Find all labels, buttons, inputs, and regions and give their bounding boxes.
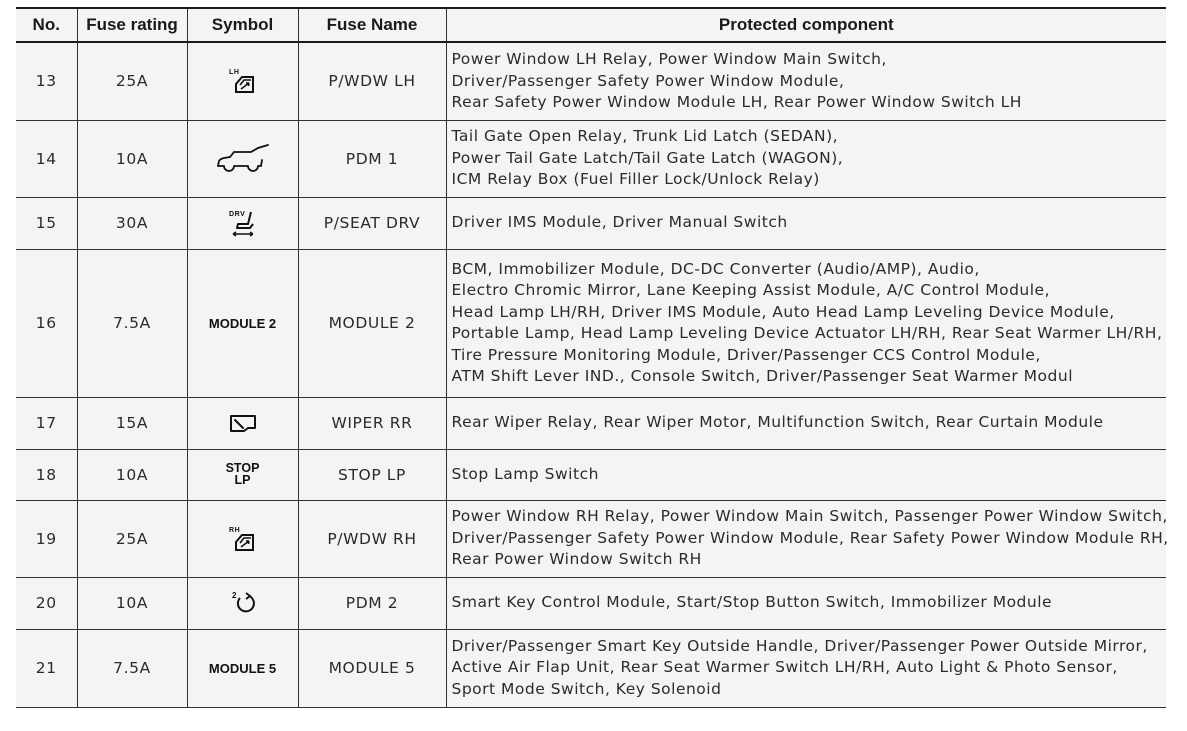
- table-row: [16, 577, 1166, 629]
- component-line: Power Tail Gate Latch/Tail Gate Latch (WAGON),: [451, 148, 844, 167]
- symbol-line: LP: [234, 472, 251, 487]
- component-line: Driver IMS Module, Driver Manual Switch: [451, 213, 788, 232]
- fuse-name: MODULE 5: [298, 629, 446, 707]
- component-line: ATM Shift Lever IND., Console Switch, Driver/Passenger Seat Warmer Modul: [451, 367, 1073, 385]
- header-row: [16, 8, 1166, 42]
- table-row: [16, 197, 1166, 249]
- component-line: Sport Mode Switch, Key Solenoid: [451, 679, 722, 698]
- fuse-number: 17: [16, 397, 77, 449]
- header-fuse-name: Fuse Name: [298, 8, 446, 42]
- component-line: Tail Gate Open Relay, Trunk Lid Latch (SEDAN),: [451, 127, 839, 146]
- symbol-label: RH: [228, 526, 240, 534]
- header-fuse-rating: Fuse rating: [77, 8, 187, 42]
- fuse-name: PDM 2: [298, 577, 446, 629]
- header-symbol: Symbol: [187, 8, 298, 42]
- component-line: Rear Safety Power Window Module LH, Rear Power Window Switch LH: [451, 93, 1022, 111]
- fuse-number: 13: [16, 42, 77, 120]
- protected-component: [446, 500, 1169, 577]
- component-line: BCM, Immobilizer Module, DC-DC Converter (Audio/AMP), Audio,: [451, 259, 980, 278]
- module-2-symbol: MODULE 2: [208, 316, 277, 331]
- fuse-name: P/WDW LH: [298, 42, 446, 120]
- fuse-name: P/SEAT DRV: [298, 197, 446, 249]
- fuse-symbol: [187, 197, 298, 249]
- symbol-label: LH: [228, 69, 240, 77]
- table-row: [16, 120, 1166, 197]
- fuse-rating: 25A: [77, 500, 187, 577]
- protected-component: [446, 577, 1166, 629]
- fuse-symbol: [187, 249, 298, 397]
- component-line: Power Window LH Relay, Power Window Main Switch,: [451, 50, 887, 68]
- table-row: [16, 42, 1166, 120]
- fuse-symbol: [187, 449, 298, 500]
- header-protected-component: Protected component: [446, 8, 1166, 42]
- fuse-rating: 25A: [77, 42, 187, 120]
- component-line: Driver/Passenger Safety Power Window Module, Rear Safety Power Window Module RH,: [451, 528, 1169, 547]
- table-row: [16, 500, 1166, 577]
- component-line: Smart Key Control Module, Start/Stop Button Switch, Immobilizer Module: [451, 593, 1053, 612]
- header-no: No.: [16, 8, 77, 42]
- table-row: [16, 397, 1166, 449]
- fuse-name: P/WDW RH: [298, 500, 446, 577]
- fuse-table: [16, 7, 1169, 708]
- fuse-rating: 7.5A: [77, 629, 187, 707]
- symbol-label: 2: [231, 591, 237, 600]
- fuse-rating: 10A: [77, 120, 187, 197]
- fuse-symbol: [187, 629, 298, 707]
- stop-lamp-symbol: [226, 462, 260, 486]
- fuse-number: 19: [16, 500, 77, 577]
- component-line: Tire Pressure Monitoring Module, Driver/Passenger CCS Control Module,: [451, 345, 1041, 364]
- component-line: Active Air Flap Unit, Rear Seat Warmer Switch LH/RH, Auto Light & Photo Sensor,: [451, 658, 1118, 677]
- component-line: Power Window RH Relay, Power Window Main Switch, Passenger Power Window Switch,: [451, 507, 1168, 526]
- fuse-symbol: [187, 42, 298, 120]
- component-line: Portable Lamp, Head Lamp Leveling Device Actuator LH/RH, Rear Seat Warmer LH/RH,: [451, 324, 1163, 342]
- component-line: Driver/Passenger Smart Key Outside Handle, Driver/Passenger Power Outside Mirror,: [451, 636, 1148, 655]
- protected-component: [446, 197, 1166, 249]
- power-seat-drv-icon: [223, 208, 263, 238]
- fuse-symbol: [187, 120, 298, 197]
- protected-component: [446, 397, 1166, 449]
- fuse-rating: 10A: [77, 577, 187, 629]
- fuse-rating: 15A: [77, 397, 187, 449]
- fuse-name: STOP LP: [298, 449, 446, 500]
- fuse-name: WIPER RR: [298, 397, 446, 449]
- fuse-symbol: [187, 397, 298, 449]
- symbol-line: STOP: [225, 460, 260, 475]
- protected-component: [446, 629, 1166, 707]
- fuse-name: MODULE 2: [298, 249, 446, 397]
- table-row: [16, 249, 1166, 397]
- fuse-number: 18: [16, 449, 77, 500]
- component-line: ICM Relay Box (Fuel Filler Lock/Unlock Relay): [451, 170, 820, 189]
- protected-component: [446, 120, 1166, 197]
- fuse-number: 15: [16, 197, 77, 249]
- fuse-number: 21: [16, 629, 77, 707]
- fuse-rating: 7.5A: [77, 249, 187, 397]
- fuse-name: PDM 1: [298, 120, 446, 197]
- tailgate-car-icon: [214, 142, 272, 176]
- fuse-rating: 10A: [77, 449, 187, 500]
- component-line: Electro Chromic Mirror, Lane Keeping Assist Module, A/C Control Module,: [451, 281, 1051, 299]
- component-line: Head Lamp LH/RH, Driver IMS Module, Auto Head Lamp Leveling Device Module,: [451, 302, 1115, 321]
- module-5-symbol: MODULE 5: [208, 661, 277, 676]
- component-line: Rear Power Window Switch RH: [451, 550, 702, 569]
- component-line: Driver/Passenger Safety Power Window Module,: [451, 71, 845, 90]
- start-stop-2-icon: [225, 588, 261, 618]
- protected-component: [446, 42, 1166, 120]
- fuse-number: 14: [16, 120, 77, 197]
- table-row: [16, 449, 1166, 500]
- protected-component: [446, 249, 1166, 397]
- component-line: Rear Wiper Relay, Rear Wiper Motor, Multifunction Switch, Rear Curtain Module: [451, 413, 1104, 432]
- power-window-rh-icon: [223, 524, 263, 554]
- symbol-label: DRV: [228, 211, 245, 218]
- fuse-number: 20: [16, 577, 77, 629]
- fuse-symbol: [187, 577, 298, 629]
- fuse-rating: 30A: [77, 197, 187, 249]
- rear-wiper-icon: [226, 411, 260, 435]
- component-line: Stop Lamp Switch: [451, 464, 599, 483]
- fuse-number: 16: [16, 249, 77, 397]
- table-row: [16, 629, 1166, 707]
- protected-component: [446, 449, 1166, 500]
- fuse-symbol: [187, 500, 298, 577]
- power-window-lh-icon: [223, 66, 263, 96]
